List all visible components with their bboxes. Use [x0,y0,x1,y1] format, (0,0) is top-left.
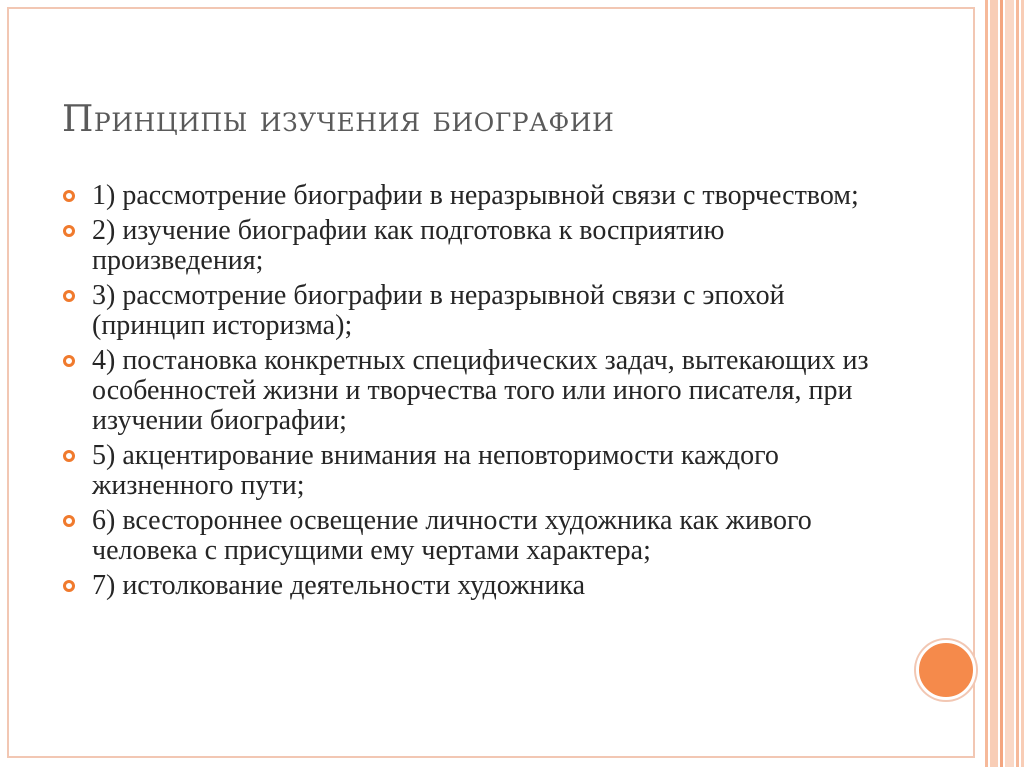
bullet-circle-icon [63,225,75,237]
list-item-text: 2) изучение биографии как подготовка к восприятию произведения; [92,215,725,276]
slide-title: Принципы изучения биографии [62,99,615,140]
bullet-circle-icon [63,515,75,527]
stripe [1005,0,1014,767]
list-item [62,571,892,601]
list-item-text: 1) рассмотрение биографии в неразрывной связи с творчеством; [92,180,859,211]
list-item-text: 5) акцентирование внимания на неповторимости каждого жизненного пути; [92,440,779,501]
list-item [62,216,892,276]
bullet-circle-icon [63,355,75,367]
list-item-text: 3) рассмотрение биографии в неразрывной связи с эпохой (принцип историзма); [92,280,785,341]
stripe [1016,0,1019,767]
bullet-circle-icon [63,290,75,302]
bullet-list [62,181,892,606]
list-item-text: 6) всестороннее освещение личности художника как живого человека с присущими ему чертами характера; [92,505,812,566]
list-item [62,441,892,501]
list-item-text: 7) истолкование деятельности художника [92,570,585,601]
bullet-circle-icon [63,190,75,202]
orange-circle-icon [916,640,976,700]
stripe [990,0,998,767]
bullet-circle-icon [63,580,75,592]
list-item [62,346,892,436]
stripe [1000,0,1003,767]
list-item [62,281,892,341]
decorative-stripes [984,0,1024,767]
stripe [985,0,988,767]
list-item [62,506,892,566]
bullet-circle-icon [63,450,75,462]
list-item [62,181,892,211]
list-item-text: 4) постановка конкретных специфических задач, вытекающих из особенностей жизни и творчества того или иного писателя, при изучении биографии; [92,345,869,436]
